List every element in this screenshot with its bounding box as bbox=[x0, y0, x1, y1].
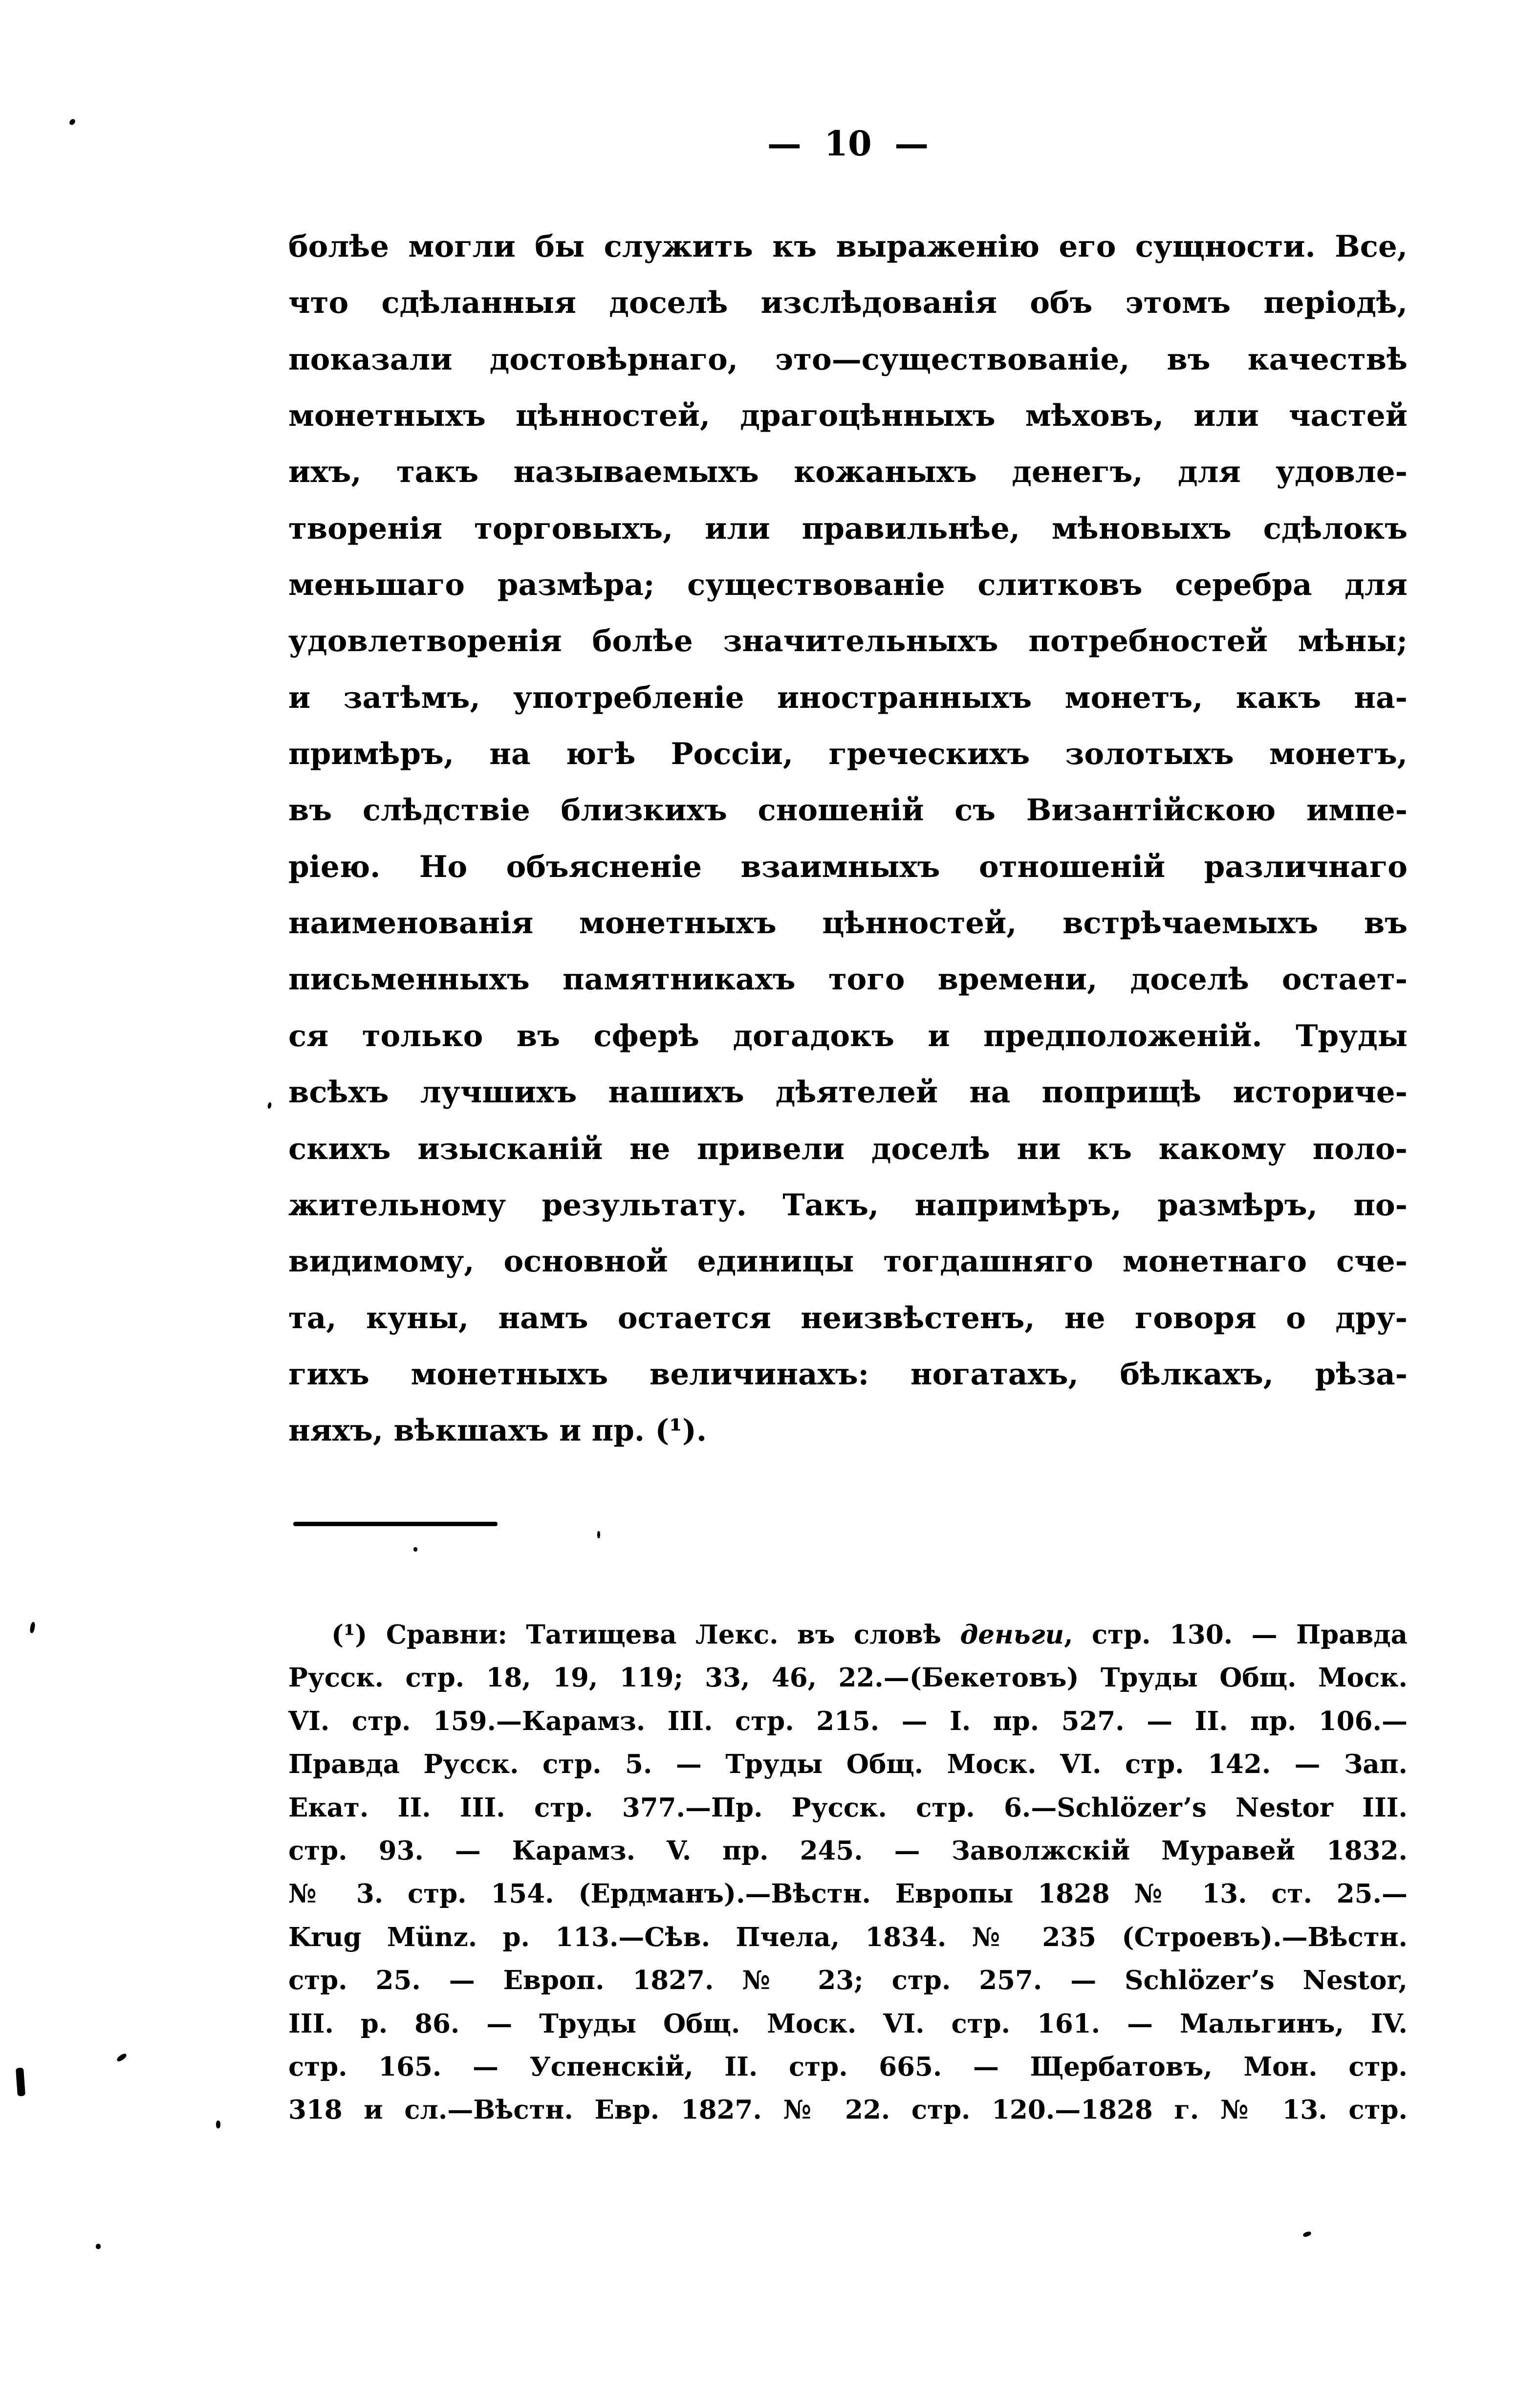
footnote-line: III. p. 86. — Труды Общ. Моск. VI. стр. 161. — Мальгинъ, IV. bbox=[288, 2008, 1408, 2039]
text-line: жительному результату. Такъ, напримѣръ, размѣръ, по- bbox=[288, 1187, 1408, 1223]
text-line: и затѣмъ, употребленіе иностранныхъ монетъ, какъ на- bbox=[288, 680, 1408, 715]
text-line: въ слѣдствіе близкихъ сношеній съ Византійскою импе- bbox=[288, 793, 1408, 828]
text-line: меньшаго размѣра; существованіе слитковъ серебра для bbox=[288, 568, 1408, 603]
text-line: та, куны, намъ остается неизвѣстенъ, не говоря о дру- bbox=[288, 1300, 1408, 1335]
ink-speck bbox=[597, 1531, 600, 1538]
ink-speck bbox=[267, 1102, 272, 1109]
ink-speck bbox=[68, 118, 76, 126]
text-line: скихъ изысканій не привели доселѣ ни къ какому поло- bbox=[288, 1131, 1408, 1166]
text-line: гихъ монетныхъ величинахъ: ногатахъ, бѣлкахъ, рѣза- bbox=[288, 1357, 1408, 1392]
ink-speck bbox=[116, 2053, 128, 2063]
text-line: всѣхъ лучшихъ нашихъ дѣятелей на поприщѣ историче- bbox=[288, 1075, 1408, 1110]
ink-speck bbox=[16, 2068, 25, 2097]
footnote-italic-term: деньги bbox=[960, 1620, 1064, 1650]
text-line: удовлетворенія болѣе значительныхъ потребностей мѣны; bbox=[288, 624, 1408, 659]
text-line: творенія торговыхъ, или правильнѣе, мѣновыхъ сдѣлокъ bbox=[288, 511, 1408, 546]
footnote-line: № 3. стр. 154. (Ердманъ).—Вѣстн. Европы 1828 № 13. ст. 25.— bbox=[288, 1879, 1408, 1909]
footnote-line: VI. стр. 159.—Карамз. III. стр. 215. — I. пр. 527. — II. пр. 106.— bbox=[288, 1706, 1408, 1736]
text-line: монетныхъ цѣнностей, драгоцѣнныхъ мѣховъ, или частей bbox=[288, 398, 1408, 434]
text-line: болѣе могли бы служить къ выраженію его сущности. Все, bbox=[288, 229, 1408, 264]
text-line: няхъ, вѣкшахъ и пр. (¹). bbox=[288, 1413, 707, 1448]
text-line: ріею. Но объясненіе взаимныхъ отношеній различнаго bbox=[288, 849, 1408, 884]
footnote-line: 318 и сл.—Вѣстн. Евр. 1827. № 22. стр. 120.—1828 г. № 13. стр. bbox=[288, 2095, 1408, 2125]
text-line: что сдѣланныя доселѣ изслѣдованія объ этомъ періодѣ, bbox=[288, 285, 1408, 321]
footnote-marker-and-text: (¹) Сравни: Татищева Лекс. въ словѣ bbox=[331, 1620, 960, 1650]
footnote-line: стр. 93. — Карамз. V. пр. 245. — Заволжскій Муравей 1832. bbox=[288, 1835, 1408, 1866]
text-line: показали достовѣрнаго, это—существованіе, въ качествѣ bbox=[288, 342, 1408, 377]
text-line: видимому, основной единицы тогдашняго монетнаго сче- bbox=[288, 1244, 1408, 1279]
text-line: письменныхъ памятникахъ того времени, доселѣ остает- bbox=[288, 962, 1408, 997]
ink-speck bbox=[1302, 2231, 1312, 2237]
ink-speck bbox=[29, 1621, 36, 1633]
text-line: ся только въ сферѣ догадокъ и предположеній. Труды bbox=[288, 1018, 1408, 1053]
footnote-line: Русск. стр. 18, 19, 119; 33, 46, 22.—(Бекетовъ) Труды Общ. Моск. bbox=[288, 1663, 1408, 1693]
ink-speck bbox=[96, 2244, 101, 2249]
footnote-line: Екат. II. III. стр. 377.—Пр. Русск. стр. 6.—Schlözer’s Nestor III. bbox=[288, 1792, 1408, 1823]
footnote-line: стр. 25. — Европ. 1827. № 23; стр. 257. — Schlözer’s Nestor, bbox=[288, 1965, 1408, 1996]
footnote-separator bbox=[293, 1522, 498, 1526]
main-text bbox=[288, 219, 1408, 1459]
footnote-line bbox=[288, 1613, 1408, 1656]
page-number: — 10 — bbox=[767, 123, 929, 164]
footnote-line: Правда Русск. стр. 5. — Труды Общ. Моск. VI. стр. 142. — Зап. bbox=[288, 1749, 1408, 1780]
text-line: ихъ, такъ называемыхъ кожаныхъ денегъ, для удовле- bbox=[288, 455, 1408, 490]
text-line: наименованія монетныхъ цѣнностей, встрѣчаемыхъ въ bbox=[288, 906, 1408, 941]
footnote-line-text: , стр. 130. — Правда bbox=[1064, 1620, 1408, 1650]
footnote bbox=[288, 1613, 1408, 2132]
ink-speck bbox=[413, 1547, 417, 1552]
footnote-line: стр. 165. — Успенскій, II. стр. 665. — Щербатовъ, Мон. стр. bbox=[288, 2051, 1408, 2082]
text-line: примѣръ, на югѣ Россіи, греческихъ золотыхъ монетъ, bbox=[288, 737, 1408, 772]
footnote-line: Krug Münz. p. 113.—Сѣв. Пчела, 1834. № 235 (Строевъ).—Вѣстн. bbox=[288, 1922, 1408, 1952]
ink-speck bbox=[216, 2121, 220, 2128]
